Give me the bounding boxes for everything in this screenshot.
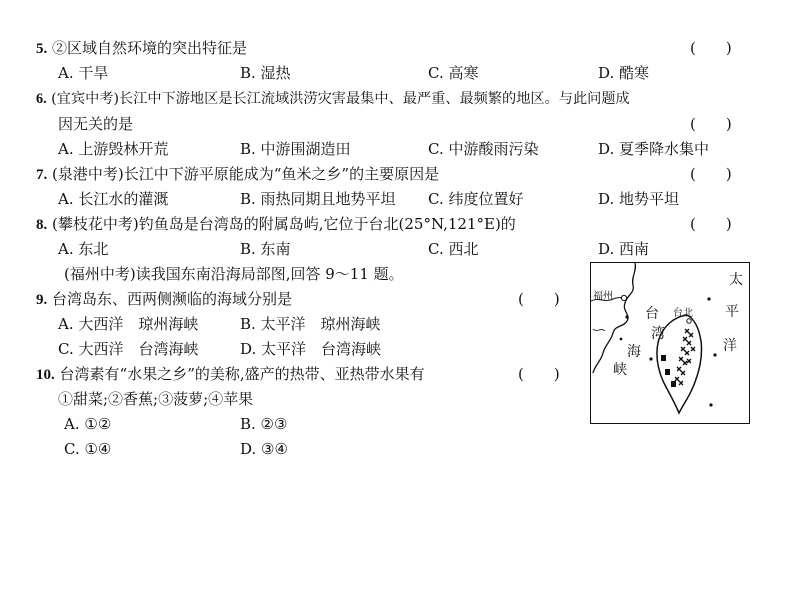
answer-blank[interactable]: ( ) [690, 115, 732, 133]
label-strait-3: 海 [627, 344, 641, 360]
question-number: 10. [36, 367, 55, 383]
question-number: 9. [36, 292, 48, 308]
question-8-stem [36, 214, 516, 235]
island-dot [625, 315, 628, 318]
option-b[interactable]: B. 雨热同期且地势平坦 [240, 190, 396, 208]
label-ocean-1: 太 [729, 272, 743, 288]
answer-blank[interactable]: ( ) [690, 39, 732, 57]
option-c[interactable]: C. 高寒 [428, 64, 479, 82]
farmland-block [665, 369, 670, 375]
option-a[interactable]: A. 干旱 [58, 64, 109, 82]
question-text: 台湾岛东、西两侧濒临的海域分别是 [52, 290, 293, 308]
label-ocean-3: 洋 [723, 338, 737, 354]
option-b[interactable]: B. 中游围湖造田 [240, 140, 351, 158]
answer-blank[interactable]: ( ) [690, 215, 732, 233]
option-d[interactable]: D. 酷寒 [598, 64, 650, 82]
fuzhou-marker [621, 295, 626, 300]
question-6-stem-cont: 因无关的是 [58, 115, 134, 133]
option-b[interactable]: B. 太平洋 琼州海峡 [240, 315, 381, 333]
question-10-stem [36, 364, 425, 385]
option-d[interactable]: D. 地势平坦 [598, 190, 680, 208]
option-b[interactable]: B. 湿热 [240, 64, 291, 82]
option-d[interactable]: D. 夏季降水集中 [598, 140, 710, 158]
option-b[interactable]: B. 东南 [240, 240, 291, 258]
answer-blank[interactable]: ( ) [518, 290, 560, 308]
farmland-block [671, 381, 676, 387]
label-strait-2: 湾 [651, 326, 665, 342]
question-5-stem [36, 38, 247, 59]
option-c[interactable]: C. 西北 [428, 240, 479, 258]
question-text: (泉港中考)长江中下游平原能成为“鱼米之乡”的主要原因是 [52, 165, 440, 183]
question-text: 台湾素有“水果之乡”的美称,盛产的热带、亚热带水果有 [59, 365, 425, 383]
question-text: ②区域自然环境的突出特征是 [52, 39, 248, 57]
option-a[interactable]: A. 大西洋 琼州海峡 [58, 315, 199, 333]
option-a[interactable]: A. 东北 [58, 240, 109, 258]
island-dot [707, 297, 710, 300]
option-d[interactable]: D. 西南 [598, 240, 650, 258]
farmland-block [661, 355, 666, 361]
label-ocean-2: 平 [725, 304, 739, 320]
option-c[interactable]: C. 纬度位置好 [428, 190, 524, 208]
option-c[interactable]: C. ①④ [64, 440, 112, 458]
label-taibei: 台北 [673, 308, 693, 319]
option-a[interactable]: A. 长江水的灌溉 [58, 190, 169, 208]
option-a[interactable]: A. 上游毁林开荒 [58, 140, 169, 158]
option-d[interactable]: D. ③④ [240, 440, 288, 458]
option-b[interactable]: B. ②③ [240, 415, 288, 433]
question-10-items: ①甜菜;②香蕉;③菠萝;④苹果 [58, 390, 254, 408]
question-6-stem [36, 89, 630, 109]
question-text: (宜宾中考)长江中下游地区是长江流域洪涝灾害最集中、最严重、最频繁的地区。与此问题成 [51, 91, 630, 107]
label-strait-4: 峡 [613, 362, 627, 378]
island-dot [713, 353, 716, 356]
option-d[interactable]: D. 太平洋 台湾海峡 [240, 340, 382, 358]
question-number: 7. [36, 167, 48, 183]
label-strait-1: 台 [645, 306, 659, 322]
question-text: (攀枝花中考)钓鱼岛是台湾岛的附属岛屿,它位于台北(25°N,121°E)的 [52, 215, 516, 233]
group-intro: (福州中考)读我国东南沿海局部图,回答 9～11 题。 [64, 265, 404, 283]
question-number: 8. [36, 217, 48, 233]
question-7-stem [36, 164, 439, 185]
question-number: 6. [36, 91, 47, 107]
option-c[interactable]: C. 中游酸雨污染 [428, 140, 539, 158]
question-9-stem [36, 289, 292, 310]
option-a[interactable]: A. ①② [64, 415, 112, 433]
answer-blank[interactable]: ( ) [690, 165, 732, 183]
label-fuzhou: 福州 [593, 291, 613, 302]
coast-inlet [593, 329, 605, 331]
answer-blank[interactable]: ( ) [518, 365, 560, 383]
island-dot [709, 403, 712, 406]
island-dot [620, 338, 623, 341]
southeast-coast-map [590, 262, 750, 424]
question-number: 5. [36, 41, 48, 57]
penghu-island [649, 357, 652, 360]
option-c[interactable]: C. 大西洋 台湾海峡 [58, 340, 199, 358]
